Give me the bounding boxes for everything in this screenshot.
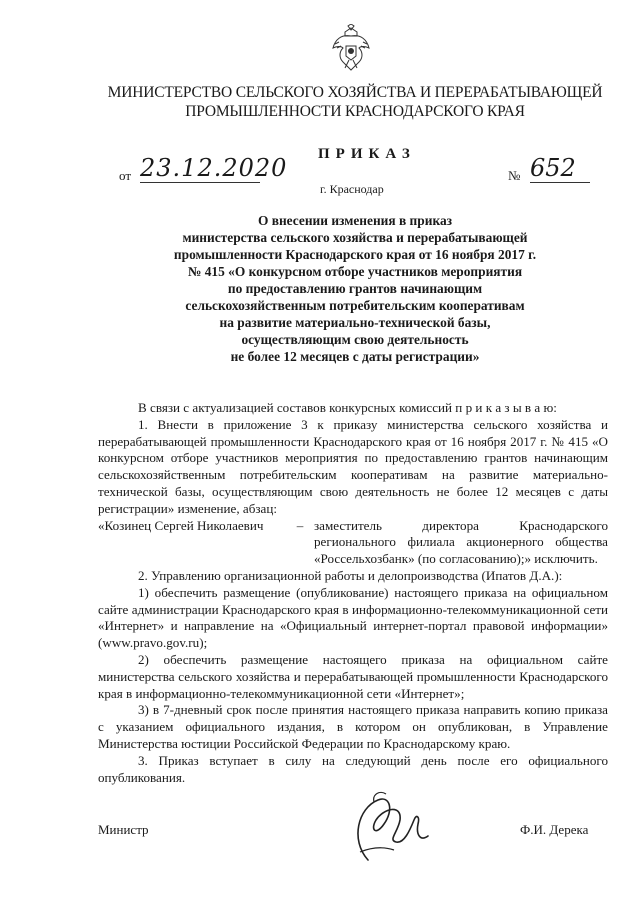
member-position: заместитель директора Краснодарского регионального филиала акционерного общества «Россельхозбанк» (по согласованию);» исключить. <box>314 517 608 567</box>
date-prefix: от <box>119 168 132 183</box>
member-name: «Козинец Сергей Николаевич <box>98 517 264 533</box>
signatory-title: Министр <box>98 822 149 837</box>
coat-of-arms-icon <box>331 24 371 72</box>
document-title <box>130 212 580 365</box>
title-line: О внесении изменения в приказ <box>257 213 453 228</box>
item-2-2-paragraph: 2) обеспечить размещение настоящего приказа на официальном сайте министерства сельского хозяйства и перерабатывающей промышленности Краснодарского края в информационно-телекоммуникационной сети «Интернет»; <box>98 651 608 701</box>
title-line: промышленности Краснодарского края от 16 ноября 2017 г. <box>173 247 537 262</box>
handwritten-signature-icon <box>330 790 450 870</box>
title-line: осуществляющим свою деятельность <box>241 332 469 347</box>
title-line: по предоставлению грантов начинающим <box>227 281 483 296</box>
document-body <box>98 400 608 786</box>
order-date: 23.12.2020 <box>140 154 288 182</box>
title-line: сельскохозяйственным потребительским кооперативам <box>185 298 525 313</box>
title-line: министерства сельского хозяйства и перерабатывающей <box>182 230 528 245</box>
title-line: на развитие материально-технической базы, <box>219 315 491 330</box>
item-3-paragraph: 3. Приказ вступает в силу на следующий день после его официального опубликования. <box>98 752 608 785</box>
intro-paragraph: В связи с актуализацией составов конкурсных комиссий п р и к а з ы в а ю: <box>138 400 557 415</box>
member-dash: – <box>296 517 304 533</box>
ministry-name <box>95 83 615 121</box>
order-title: ПРИКАЗ <box>318 146 416 162</box>
signatory-name: Ф.И. Дерека <box>520 822 589 837</box>
item-2-paragraph: 2. Управлению организационной работы и делопроизводства (Ипатов Д.А.): <box>138 567 563 583</box>
title-line: не более 12 месяцев с даты регистрации» <box>230 349 480 364</box>
order-number: 652 <box>530 154 590 183</box>
item-1-paragraph: 1. Внести в приложение 3 к приказу министерства сельского хозяйства и перерабатывающей промышленности Краснодарского края от 16 ноября 2017 г. № 415 «О конкурсном отборе участников мероприятия по предоставлению грантов начинающим сельскохозяйственным потребительским кооперативам на развитие материально-технической базы, осуществляющим свою деятельность не более 12 месяцев с даты регистрации» изменение, абзац: <box>98 416 608 516</box>
title-line: № 415 «О конкурсном отборе участников мероприятия <box>187 264 523 279</box>
excluded-member-row <box>98 518 608 568</box>
ministry-line-1: МИНИСТЕРСТВО СЕЛЬСКОГО ХОЗЯЙСТВА И ПЕРЕРАБАТЫВАЮЩЕЙ <box>107 84 603 101</box>
item-2-3-paragraph: 3) в 7-дневный срок после принятия настоящего приказа направить копию приказа с указанием официального издания, в котором он опубликован, в Управление Министерства юстиции Российской Федерации по Краснодарскому краю. <box>98 702 608 751</box>
ministry-line-2: ПРОМЫШЛЕННОСТИ КРАСНОДАРСКОГО КРАЯ <box>185 103 525 120</box>
item-2-1-paragraph: 1) обеспечить размещение (опубликование) настоящего приказа на официальном сайте администрации Краснодарского края в информационно-телекоммуникационной сети «Интернет» и направление на «Официальный интернет-портал правовой информации» (www.pravo.gov.ru); <box>98 584 608 651</box>
number-prefix: № <box>508 168 521 183</box>
city: г. Краснодар <box>320 182 384 196</box>
